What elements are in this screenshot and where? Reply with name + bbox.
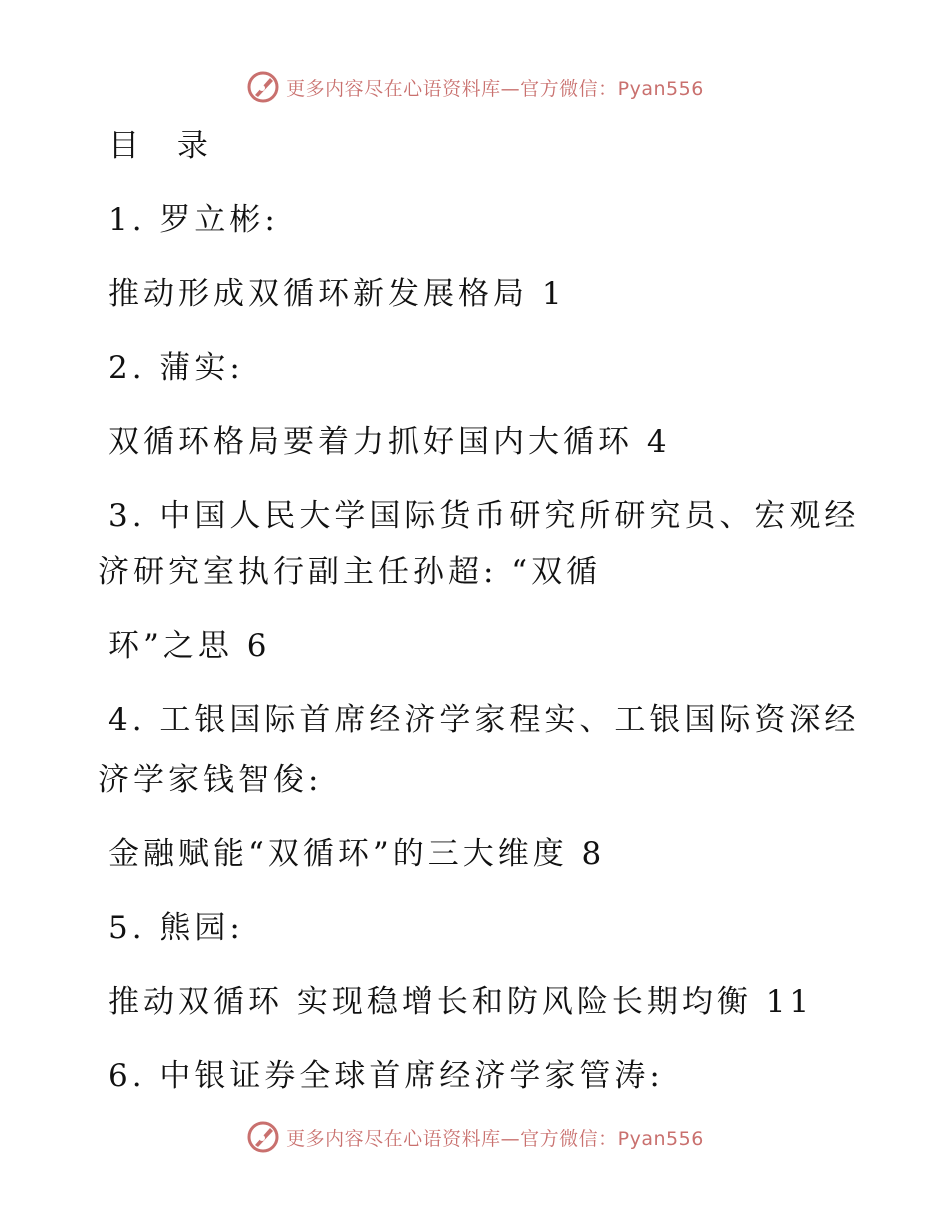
toc-entry-title: 推动双循环 实现稳增长和防风险长期均衡 11 [108, 984, 814, 1020]
toc-entry-title: 环”之思 6 [108, 628, 271, 664]
toc-entry-title: 推动形成双循环新发展格局 1 [108, 276, 566, 312]
toc-entry-heading: 2. 蒲实: [108, 350, 244, 386]
banner-text: 更多内容尽在心语资料库—官方微信：Pyan556 [286, 1127, 704, 1150]
toc-entry-heading: 4. 工银国际首席经济学家程实、工银国际资深经 [108, 702, 860, 738]
toc-entry-title: 双循环格局要着力抓好国内大循环 4 [108, 424, 671, 460]
toc-entry-heading: 6. 中银证券全球首席经济学家管涛: [108, 1058, 664, 1094]
toc-entry-heading: 5. 熊园: [108, 910, 244, 946]
toc-entry-title: 金融赋能“双循环”的三大维度 8 [108, 836, 606, 872]
toc-entry-heading: 1. 罗立彬: [108, 202, 279, 238]
toc-entry-heading: 3. 中国人民大学国际货币研究所研究员、宏观经 [108, 498, 860, 534]
footer-watermark-banner [0, 1120, 950, 1154]
toc-title: 目 录 [108, 128, 222, 164]
toc-entry-heading-continuation: 济学家钱智俊: [98, 762, 323, 798]
toc-entry-heading-continuation: 济研究室执行副主任孙超: “双循 [98, 554, 602, 590]
quill-pen-circle-icon [246, 1120, 280, 1154]
banner-text: 更多内容尽在心语资料库—官方微信：Pyan556 [286, 77, 704, 100]
